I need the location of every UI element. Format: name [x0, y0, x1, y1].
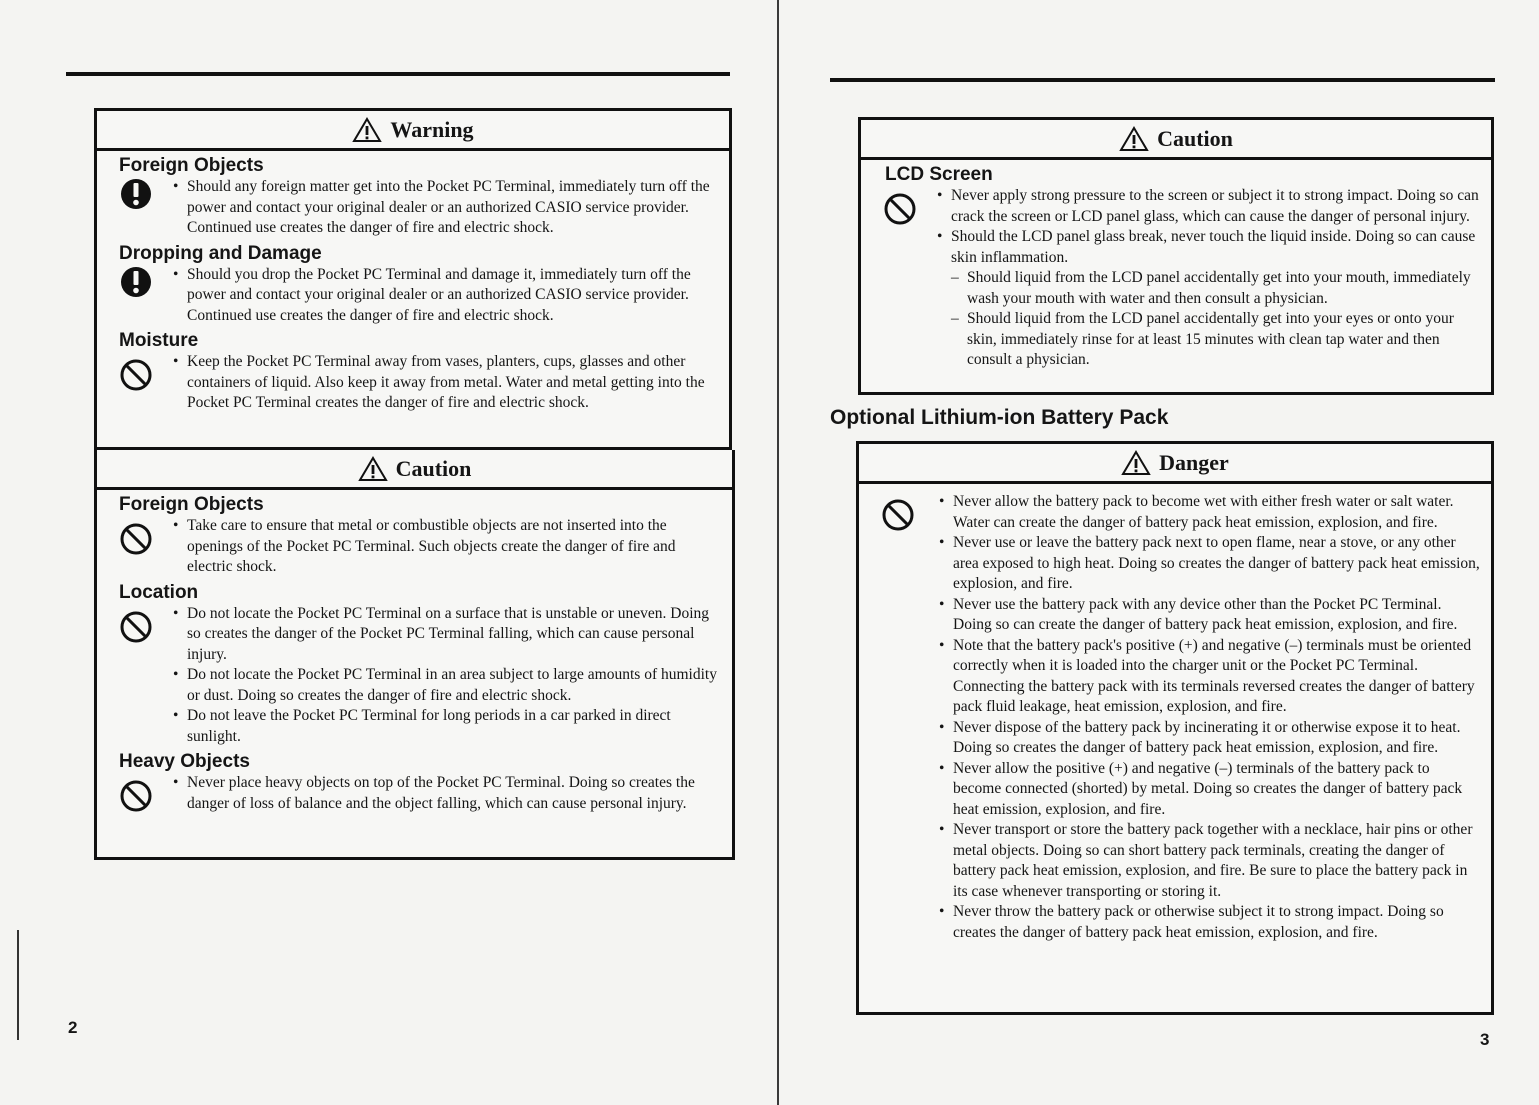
warning-box [94, 108, 732, 450]
caution-box-right [858, 117, 1494, 395]
list-item: • Never use or leave the battery pack next to open flame, near a stove, or any other area exposed to high heat. Doing so creates the danger of battery pack heat emission, explosion, and fire. [939, 533, 1481, 595]
list-item: • Do not locate the Pocket PC Terminal in an area subject to large amounts of humidity or dust. Doing so creates the danger of fire and electric shock. [173, 665, 722, 706]
caution-box-left [94, 450, 735, 860]
caution-header [97, 450, 732, 490]
prohibited-icon [879, 496, 917, 534]
section-heavy-objects [97, 773, 732, 815]
list-item: • Should any foreign matter get into the Pocket PC Terminal, immediately turn off the power and contact your original dealer or an authorized CASIO service provider. Continued use creates the danger of fire and electric shock. [173, 177, 719, 239]
prohibited-icon [881, 190, 919, 228]
list-item: • Do not leave the Pocket PC Terminal for long periods in a car parked in direct sunlight. [173, 706, 722, 747]
list-item: • Never throw the battery pack or otherwise subject it to strong impact. Doing so creates the danger of battery pack heat emission, explosion, and fire. [939, 902, 1481, 943]
exclamation-icon [117, 175, 155, 213]
exclamation-icon [117, 263, 155, 301]
section-title-heavy-objects: Heavy Objects [119, 751, 250, 772]
page-number: 3 [1480, 1030, 1490, 1049]
top-rule [830, 78, 1495, 82]
list-item: • Keep the Pocket PC Terminal away from vases, planters, cups, glasses and other containers of liquid. Also keep it away from metal. Water and metal getting into the Pocket PC Terminal creates the danger of fire and electric shock. [173, 352, 719, 414]
section-moisture [97, 352, 729, 414]
page-number: 2 [68, 1018, 78, 1037]
list-item: • Should you drop the Pocket PC Terminal and damage it, immediately turn off the power and contact your original dealer or an authorized CASIO service provider. Continued use creates the danger of fire and electric shock. [173, 265, 719, 327]
list-item: • Never allow the battery pack to become wet with either fresh water or salt water. Water can create the danger of battery pack heat emission, explosion, and fire. [939, 492, 1481, 533]
list-subitem: – Should liquid from the LCD panel accidentally get into your mouth, immediately wash your mouth with water and then consult a physician. [937, 268, 1481, 309]
section-title-dropping: Dropping and Damage [119, 242, 322, 264]
section-foreign-objects [97, 516, 732, 578]
section-title-lcd-screen: LCD Screen [885, 164, 993, 185]
right-page [780, 0, 1539, 1105]
section-title-foreign-objects: Foreign Objects [119, 155, 264, 176]
prohibited-icon [117, 520, 155, 558]
section-lcd-screen [861, 186, 1491, 371]
caution-header [861, 120, 1491, 160]
section-battery-danger [859, 492, 1491, 943]
section-title-foreign-objects: Foreign Objects [119, 494, 264, 515]
prohibited-icon [117, 356, 155, 394]
list-item: • Never apply strong pressure to the screen or subject it to strong impact. Doing so can crack the screen or LCD panel glass, which can cause the danger of personal injury. [937, 186, 1481, 227]
list-item: • Note that the battery pack's positive (+) and negative (–) terminals must be oriented correctly when it is loaded into the charger unit or the Pocket PC Terminal. Connecting the battery pack with its terminals reversed creates the danger of battery pack fluid leakage, heat emission, explosion, and fire. [939, 636, 1481, 718]
battery-section-title: Optional Lithium-ion Battery Pack [830, 406, 1169, 429]
section-foreign-objects [97, 177, 729, 239]
list-item: • Take care to ensure that metal or combustible objects are not inserted into the openings of the Pocket PC Terminal. Such objects create the danger of fire and electric shock. [173, 516, 722, 578]
section-title-location: Location [119, 581, 199, 603]
warning-triangle-icon [352, 117, 382, 143]
caution-heading: Caution [395, 455, 472, 481]
top-rule [66, 72, 730, 76]
prohibited-icon [117, 608, 155, 646]
list-item: • Never transport or store the battery pack together with a necklace, hair pins or other metal objects. Doing so can short battery pack terminals, creating the danger of battery pack heat emission, explosion, and fire. Be sure to place the battery pack in its case whenever transporting or storing it. [939, 820, 1481, 902]
danger-box [856, 441, 1494, 1015]
list-item: • Never place heavy objects on top of the Pocket PC Terminal. Doing so creates the danger of loss of balance and the object falling, which can cause personal injury. [173, 773, 722, 814]
list-subitem: – Should liquid from the LCD panel accidentally get into your eyes or onto your skin, immediately rinse for at least 15 minutes with clean tap water and then consult a physician. [937, 309, 1481, 371]
section-dropping [97, 265, 729, 327]
danger-heading: Danger [1159, 449, 1229, 475]
caution-triangle-icon [358, 456, 388, 482]
list-item: • Never dispose of the battery pack by incinerating it or otherwise expose it to heat. Doing so creates the danger of battery pack heat emission, explosion, and fire. [939, 718, 1481, 759]
book-gutter [777, 0, 779, 1105]
danger-triangle-icon [1121, 450, 1151, 476]
warning-heading: Warning [390, 116, 474, 142]
section-title-moisture: Moisture [119, 330, 199, 351]
list-item: • Never use the battery pack with any device other than the Pocket PC Terminal. Doing so can create the danger of battery pack heat emission, explosion, and fire. [939, 595, 1481, 636]
danger-header [859, 444, 1491, 484]
caution-triangle-icon [1119, 126, 1149, 152]
prohibited-icon [117, 777, 155, 815]
list-item: • Never allow the positive (+) and negative (–) terminals of the battery pack to become connected (shorted) by metal. Doing so creates the danger of battery pack heat emission, explosion, and fire. [939, 759, 1481, 821]
warning-header [97, 111, 729, 151]
caution-heading: Caution [1157, 125, 1233, 151]
list-item: • Do not locate the Pocket PC Terminal on a surface that is unstable or uneven. Doing so creates the danger of the Pocket PC Terminal falling, which can cause personal injury. [173, 604, 722, 666]
section-location [97, 604, 732, 748]
list-item: • Should the LCD panel glass break, never touch the liquid inside. Doing so can cause skin inflammation. [937, 227, 1481, 268]
